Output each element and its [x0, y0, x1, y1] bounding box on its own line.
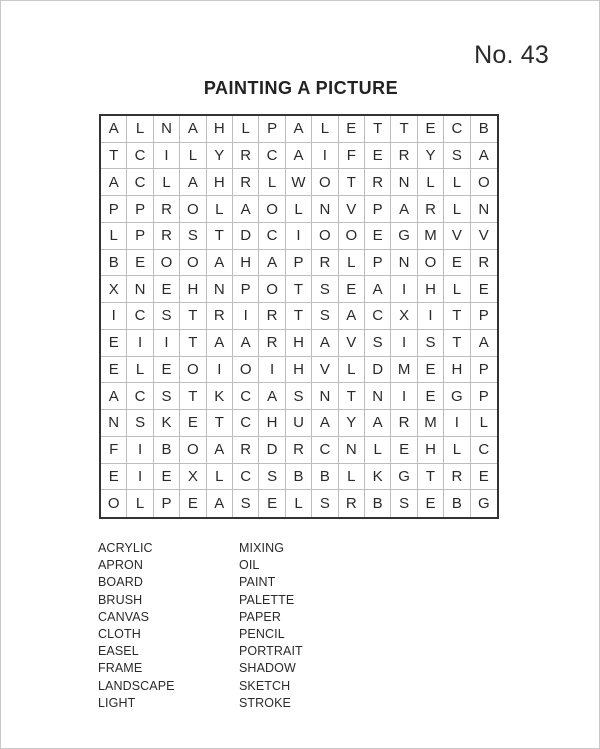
grid-cell[interactable]: L [339, 250, 365, 277]
grid-cell[interactable]: V [339, 196, 365, 223]
grid-cell[interactable]: N [365, 383, 391, 410]
grid-cell[interactable]: M [418, 410, 444, 437]
word-list-item: PALETTE [239, 592, 295, 607]
grid-cell[interactable]: S [312, 276, 338, 303]
grid-cell[interactable]: L [444, 437, 470, 464]
grid-cell[interactable]: S [259, 464, 285, 491]
puzzle-title: PAINTING A PICTURE [203, 78, 399, 98]
grid-cell[interactable]: R [207, 303, 233, 330]
grid-cell[interactable]: E [391, 437, 417, 464]
grid-cell[interactable]: X [391, 303, 417, 330]
grid-cell[interactable]: F [101, 437, 127, 464]
grid-cell[interactable]: O [233, 357, 259, 384]
grid-cell[interactable]: T [286, 276, 312, 303]
grid-cell[interactable]: K [365, 464, 391, 491]
word-list-item: LIGHT [98, 695, 136, 710]
grid-cell[interactable]: H [180, 276, 206, 303]
grid-cell[interactable]: I [207, 357, 233, 384]
grid-cell[interactable]: E [154, 276, 180, 303]
grid-cell[interactable]: C [233, 410, 259, 437]
grid-cell[interactable]: X [101, 276, 127, 303]
grid-cell[interactable]: T [180, 330, 206, 357]
grid-cell[interactable]: A [286, 116, 312, 143]
grid-cell[interactable]: L [444, 169, 470, 196]
grid-cell[interactable]: E [154, 357, 180, 384]
grid-cell[interactable]: L [471, 410, 497, 437]
grid-cell[interactable]: S [180, 223, 206, 250]
grid-cell[interactable]: I [418, 303, 444, 330]
grid-cell[interactable]: E [365, 143, 391, 170]
grid-cell[interactable]: H [286, 357, 312, 384]
grid-cell[interactable]: T [207, 410, 233, 437]
grid-cell[interactable]: U [286, 410, 312, 437]
grid-cell[interactable]: P [259, 116, 285, 143]
grid-cell[interactable]: E [259, 490, 285, 517]
grid-cell[interactable]: O [180, 357, 206, 384]
grid-cell[interactable]: N [312, 383, 338, 410]
grid-cell[interactable]: Y [418, 143, 444, 170]
word-list-item: SHADOW [239, 661, 296, 676]
grid-cell[interactable]: B [101, 250, 127, 277]
grid-cell[interactable]: T [444, 330, 470, 357]
grid-cell[interactable]: C [233, 464, 259, 491]
grid-cell[interactable]: L [365, 437, 391, 464]
grid-cell[interactable]: C [365, 303, 391, 330]
grid-cell[interactable]: E [339, 116, 365, 143]
grid-cell[interactable]: N [154, 116, 180, 143]
word-search-grid [99, 114, 499, 519]
grid-cell[interactable]: D [365, 357, 391, 384]
grid-cell[interactable]: S [444, 143, 470, 170]
grid-cell[interactable]: O [339, 223, 365, 250]
grid-cell[interactable]: I [391, 330, 417, 357]
grid-cell[interactable]: T [286, 303, 312, 330]
grid-cell[interactable]: O [259, 196, 285, 223]
grid-cell[interactable]: M [391, 357, 417, 384]
grid-cell[interactable]: B [365, 490, 391, 517]
grid-cell[interactable]: E [365, 223, 391, 250]
grid-cell[interactable]: A [101, 383, 127, 410]
grid-cell[interactable]: N [339, 437, 365, 464]
grid-cell[interactable]: N [127, 276, 153, 303]
grid-cell[interactable]: X [180, 464, 206, 491]
grid-cell[interactable]: S [154, 383, 180, 410]
grid-cell[interactable]: S [127, 410, 153, 437]
grid-cell[interactable]: E [154, 464, 180, 491]
word-list-item: CANVAS [98, 609, 150, 624]
grid-cell[interactable]: S [312, 303, 338, 330]
grid-cell[interactable]: R [233, 437, 259, 464]
grid-cell[interactable]: A [339, 303, 365, 330]
grid-cell[interactable]: I [154, 143, 180, 170]
grid-cell[interactable]: R [471, 250, 497, 277]
grid-cell[interactable]: A [391, 196, 417, 223]
grid-cell[interactable]: B [286, 464, 312, 491]
grid-cell[interactable]: W [286, 169, 312, 196]
grid-cell[interactable]: I [127, 330, 153, 357]
grid-cell[interactable]: A [101, 169, 127, 196]
grid-cell[interactable]: L [127, 116, 153, 143]
grid-cell[interactable]: P [471, 357, 497, 384]
word-list-item: APRON [98, 558, 143, 573]
grid-cell[interactable]: O [312, 169, 338, 196]
word-list [98, 540, 380, 712]
grid-cell[interactable]: L [339, 464, 365, 491]
grid-cell[interactable]: T [180, 303, 206, 330]
grid-cell[interactable]: E [101, 464, 127, 491]
grid-cell[interactable]: Y [207, 143, 233, 170]
grid-cell[interactable]: R [286, 437, 312, 464]
grid-cell[interactable]: I [127, 464, 153, 491]
grid-cell[interactable]: A [180, 116, 206, 143]
grid-cell[interactable]: I [312, 143, 338, 170]
grid-cell[interactable]: P [127, 223, 153, 250]
grid-cell[interactable]: E [418, 490, 444, 517]
grid-cell[interactable]: I [391, 383, 417, 410]
grid-cell[interactable]: C [312, 437, 338, 464]
grid-cell[interactable]: R [444, 464, 470, 491]
grid-cell[interactable]: A [101, 116, 127, 143]
grid-cell[interactable]: G [391, 464, 417, 491]
grid-cell[interactable]: P [154, 490, 180, 517]
grid-cell[interactable]: A [180, 169, 206, 196]
grid-cell[interactable]: V [471, 223, 497, 250]
grid-cell[interactable]: H [207, 169, 233, 196]
grid-cell[interactable]: T [365, 116, 391, 143]
grid-cell[interactable]: A [207, 490, 233, 517]
grid-cell[interactable]: L [286, 490, 312, 517]
grid-cell[interactable]: E [127, 250, 153, 277]
grid-cell[interactable]: A [312, 330, 338, 357]
grid-cell[interactable]: S [233, 490, 259, 517]
grid-cell[interactable]: P [365, 196, 391, 223]
grid-cell[interactable]: E [418, 357, 444, 384]
grid-cell[interactable]: A [259, 250, 285, 277]
grid-cell[interactable]: A [471, 143, 497, 170]
grid-cell[interactable]: Y [339, 410, 365, 437]
grid-cell[interactable]: R [233, 143, 259, 170]
grid-cell[interactable]: V [339, 330, 365, 357]
grid-cell[interactable]: N [101, 410, 127, 437]
word-list-item: MIXING [239, 541, 285, 555]
grid-cell[interactable]: T [391, 116, 417, 143]
grid-cell[interactable]: R [154, 223, 180, 250]
grid-cell[interactable]: O [259, 276, 285, 303]
grid-cell[interactable]: E [180, 410, 206, 437]
grid-cell[interactable]: I [127, 437, 153, 464]
grid-cell[interactable]: I [286, 223, 312, 250]
grid-cell[interactable]: O [418, 250, 444, 277]
grid-cell[interactable]: L [180, 143, 206, 170]
grid-cell[interactable]: R [391, 410, 417, 437]
word-list-item: EASEL [98, 644, 139, 659]
word-list-column-1 [98, 540, 239, 712]
grid-cell[interactable]: B [444, 490, 470, 517]
grid-cell[interactable]: E [101, 330, 127, 357]
grid-cell[interactable]: L [127, 490, 153, 517]
grid-cell[interactable]: I [259, 357, 285, 384]
grid-cell[interactable]: H [233, 250, 259, 277]
grid-cell[interactable]: A [233, 330, 259, 357]
grid-cell[interactable]: B [312, 464, 338, 491]
grid-cell[interactable]: O [101, 490, 127, 517]
grid-cell[interactable]: R [418, 196, 444, 223]
grid-cell[interactable]: P [471, 303, 497, 330]
grid-cell[interactable]: L [286, 196, 312, 223]
grid-cell[interactable]: N [391, 169, 417, 196]
grid-cell[interactable]: G [477, 495, 490, 513]
grid-cell[interactable]: C [444, 116, 470, 143]
word-list-item: BRUSH [98, 592, 143, 607]
grid-cell[interactable]: E [444, 250, 470, 277]
word-list-item: LANDSCAPE [98, 678, 175, 693]
grid-cell[interactable]: T [444, 303, 470, 330]
grid-cell[interactable]: C [127, 383, 153, 410]
grid-cell[interactable]: E [471, 464, 497, 491]
grid-cell[interactable]: I [101, 303, 127, 330]
grid-cell[interactable]: A [207, 437, 233, 464]
word-list-item: PAPER [239, 609, 281, 624]
grid-cell[interactable]: E [418, 383, 444, 410]
grid-cell[interactable]: L [259, 169, 285, 196]
grid-cell[interactable]: O [471, 169, 497, 196]
grid-cell[interactable]: D [259, 437, 285, 464]
grid-cell[interactable]: L [207, 464, 233, 491]
grid-cell[interactable]: T [180, 383, 206, 410]
grid-cell[interactable]: H [286, 330, 312, 357]
grid-cell[interactable]: L [154, 169, 180, 196]
grid-cell[interactable]: K [207, 383, 233, 410]
grid-cell[interactable]: S [418, 330, 444, 357]
grid-cell[interactable]: I [391, 276, 417, 303]
grid-cell[interactable]: R [365, 169, 391, 196]
word-list-item: ACRYLIC [98, 541, 153, 555]
grid-cell[interactable]: P [233, 276, 259, 303]
grid-cell[interactable]: A [471, 330, 497, 357]
grid-cell[interactable]: A [233, 196, 259, 223]
grid-cell[interactable]: R [312, 250, 338, 277]
grid-cell[interactable]: T [339, 383, 365, 410]
grid-cell[interactable]: P [365, 250, 391, 277]
grid-cell[interactable]: N [312, 196, 338, 223]
word-list-column-2 [239, 540, 380, 712]
grid-cell[interactable]: L [207, 196, 233, 223]
grid-cell[interactable]: C [127, 303, 153, 330]
grid-cell[interactable]: C [259, 223, 285, 250]
grid-cell[interactable]: T [418, 464, 444, 491]
grid-cell[interactable]: M [418, 223, 444, 250]
grid-cell[interactable]: T [339, 169, 365, 196]
word-list-item: SKETCH [239, 678, 291, 693]
word-list-item: CLOTH [98, 627, 141, 642]
word-list-item: PAINT [239, 575, 276, 590]
grid-cell[interactable]: L [418, 169, 444, 196]
grid-cell[interactable]: S [391, 490, 417, 517]
grid-cell[interactable]: C [259, 143, 285, 170]
grid-cell[interactable]: N [391, 250, 417, 277]
grid-cell[interactable]: A [207, 330, 233, 357]
grid-cell[interactable]: E [180, 490, 206, 517]
grid-cell[interactable]: K [154, 410, 180, 437]
grid-cell[interactable]: S [312, 490, 338, 517]
grid-cell[interactable]: T [101, 143, 127, 170]
grid-cell[interactable]: N [471, 196, 497, 223]
grid-cell[interactable]: R [259, 330, 285, 357]
word-list-item: OIL [239, 558, 260, 573]
grid-cell[interactable]: C [127, 169, 153, 196]
grid-cell[interactable]: S [154, 303, 180, 330]
grid-cell[interactable]: L [444, 276, 470, 303]
grid-cell[interactable]: B [154, 437, 180, 464]
grid-cell[interactable]: N [207, 276, 233, 303]
grid-cell[interactable]: A [259, 383, 285, 410]
puzzle-number: No. 43 [474, 41, 549, 69]
grid-cell[interactable]: H [418, 276, 444, 303]
grid-cell[interactable]: E [418, 116, 444, 143]
grid-cell[interactable]: H [444, 357, 470, 384]
word-list-item: PENCIL [239, 627, 285, 642]
grid-cell[interactable]: O [180, 437, 206, 464]
grid-cell[interactable]: O [180, 250, 206, 277]
grid-cell[interactable]: G [391, 223, 417, 250]
grid-cell[interactable]: A [365, 276, 391, 303]
grid-cell[interactable]: G [444, 383, 470, 410]
grid-cell[interactable]: C [127, 143, 153, 170]
grid-cell[interactable]: A [207, 250, 233, 277]
grid-cell[interactable]: A [286, 143, 312, 170]
grid-cell[interactable]: V [444, 223, 470, 250]
grid-cell[interactable]: L [233, 116, 259, 143]
word-list-item: PORTRAIT [239, 644, 303, 659]
grid-cell[interactable]: P [101, 196, 127, 223]
grid-cell[interactable]: L [101, 223, 127, 250]
grid-cell[interactable]: C [233, 383, 259, 410]
grid-cell[interactable]: I [154, 330, 180, 357]
grid-cell[interactable]: L [444, 196, 470, 223]
grid-cell[interactable]: R [233, 169, 259, 196]
grid-cell[interactable]: H [418, 437, 444, 464]
word-list-item: BOARD [98, 575, 143, 590]
grid-cell[interactable]: L [127, 357, 153, 384]
grid-cell[interactable]: T [207, 223, 233, 250]
grid-cell[interactable]: B [471, 116, 497, 143]
grid-cell[interactable]: L [312, 116, 338, 143]
grid-cell[interactable]: R [154, 196, 180, 223]
grid-cell[interactable]: D [233, 223, 259, 250]
grid-cell[interactable]: P [471, 383, 497, 410]
grid-cell[interactable]: L [339, 357, 365, 384]
grid-cell[interactable]: E [101, 357, 127, 384]
grid-cell[interactable]: R [339, 490, 365, 517]
grid-cell[interactable]: H [207, 116, 233, 143]
grid-cell[interactable]: V [312, 357, 338, 384]
grid-cell[interactable]: S [365, 330, 391, 357]
grid-cell[interactable]: I [444, 410, 470, 437]
word-list-item: FRAME [98, 661, 143, 676]
grid-cell[interactable]: R [391, 143, 417, 170]
grid-cell[interactable]: A [312, 410, 338, 437]
grid-cell[interactable]: I [233, 303, 259, 330]
word-list-item: STROKE [239, 695, 291, 710]
grid-cell[interactable]: O [154, 250, 180, 277]
grid-cell[interactable]: P [127, 196, 153, 223]
grid-cell[interactable]: S [286, 383, 312, 410]
grid-cell[interactable]: C [471, 437, 497, 464]
grid-cell[interactable]: O [312, 223, 338, 250]
grid-cell[interactable]: O [180, 196, 206, 223]
grid-cell[interactable]: H [259, 410, 285, 437]
grid-cell[interactable]: E [471, 276, 497, 303]
grid-cell[interactable]: F [339, 143, 365, 170]
grid-cell[interactable]: E [339, 276, 365, 303]
grid-cell[interactable]: R [259, 303, 285, 330]
grid-cell[interactable]: P [286, 250, 312, 277]
grid-cell[interactable]: A [365, 410, 391, 437]
